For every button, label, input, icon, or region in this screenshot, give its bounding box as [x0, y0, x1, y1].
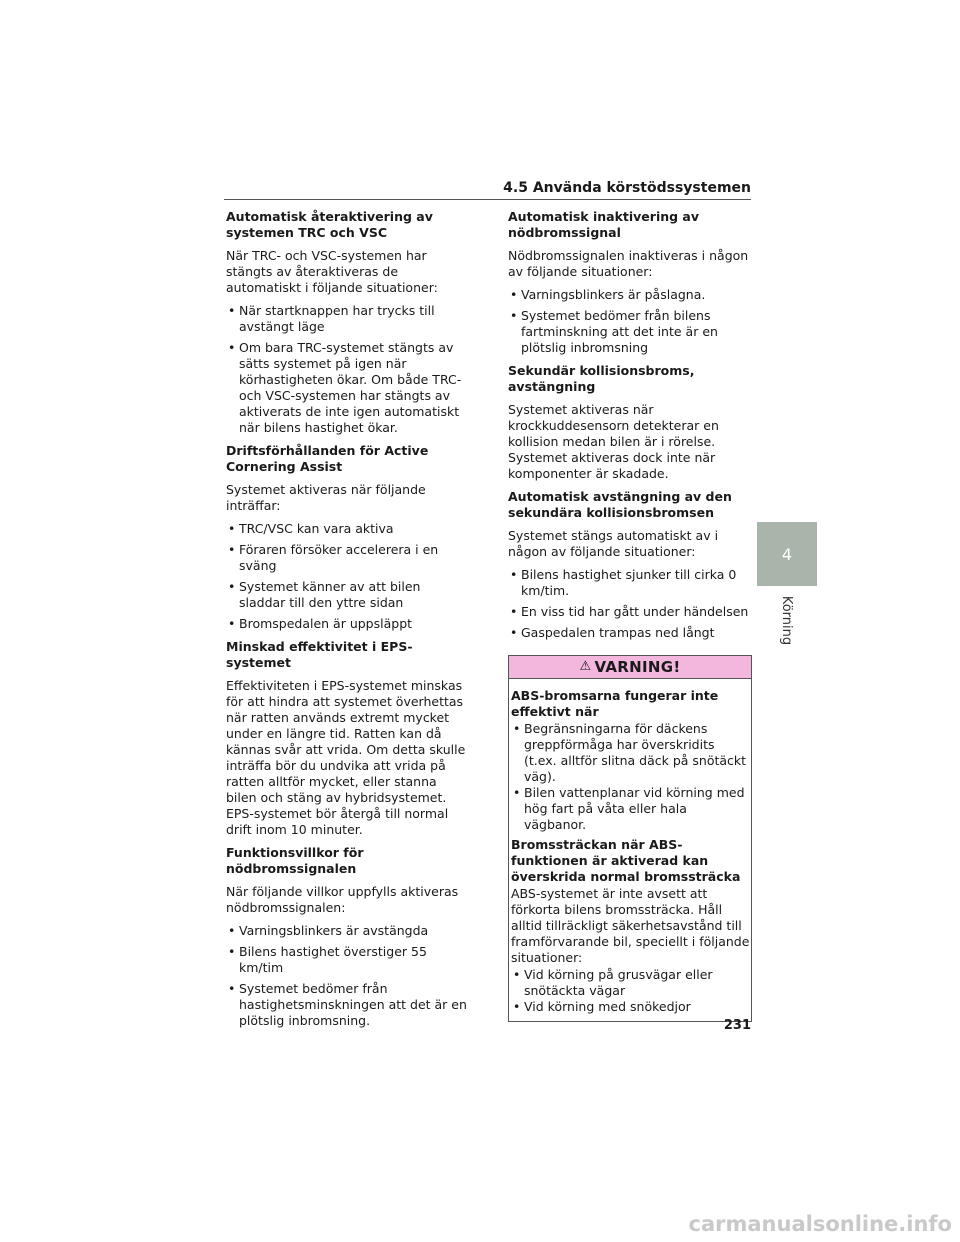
- chapter-label-text: Körning: [779, 595, 795, 645]
- heading-secondary-collision-brake: Sekundär kollisionsbroms, avstängning: [508, 363, 695, 394]
- bullet-list: [511, 967, 751, 1015]
- heading-emergency-brake-signal-conditions: Funktionsvillkor för nödbromssignalen: [226, 845, 364, 876]
- paragraph: Systemet stängs automatiskt av i någon av följande situationer:: [508, 528, 719, 559]
- list-item: • Om bara TRC-systemet stängts av sätts systemet på igen när körhastigheten ökar. Om både TRC- och VSC-systemen har stängts av aktiverats de inte igen automatiskt när bilens hastighet ökar.: [226, 340, 470, 436]
- bullet-list: [226, 923, 470, 1029]
- warning-box: [508, 655, 752, 1022]
- page-number: 231: [723, 1018, 751, 1033]
- paragraph: Systemet aktiveras när krockkuddesensorn detekterar en kollision medan bilen är i rörelse. Systemet aktiveras dock inte när komponenter är skadade.: [508, 402, 719, 481]
- warning-triangle-icon: ⚠: [579, 659, 592, 674]
- bullet-list: [226, 521, 470, 632]
- list-item: • Systemet känner av att bilen sladdar till den yttre sidan: [226, 579, 470, 611]
- list-item: • Begränsningarna för däckens greppförmåga har överskridits (t.ex. alltför slitna däck på snötäckt väg).: [511, 721, 751, 785]
- paragraph: Effektiviteten i EPS-systemet minskas för att hindra att systemet överhettas när ratten används extremt mycket under en längre tid. Ratten kan då kännas svår att vrida. Om detta skulle inträffa bör du undvika att vrida på ratten alltför mycket, eller stanna bilen och stäng av hybridsystemet. EPS-systemet bör återgå till normal drift inom 10 minuter.: [226, 678, 466, 837]
- list-item: • Bilens hastighet överstiger 55 km/tim: [226, 944, 470, 976]
- watermark: carmanualsonline.info: [688, 1212, 952, 1236]
- list-item: • TRC/VSC kan vara aktiva: [226, 521, 470, 537]
- chapter-label: [757, 590, 817, 650]
- paragraph: Systemet aktiveras när följande inträffar:: [226, 482, 426, 513]
- paragraph: ABS-systemet är inte avsett att förkorta bilens bromssträcka. Håll alltid tillräckligt säkerhetsavstånd till framförvarande bil, speciellt i följande situationer:: [511, 886, 750, 965]
- heading-trc-vsc-reactivation: Automatisk återaktivering av systemen TRC och VSC: [226, 209, 433, 240]
- list-item: • Varningsblinkers är påslagna.: [508, 287, 752, 303]
- warning-heading-abs: ABS-bromsarna fungerar inte effektivt när: [511, 688, 719, 719]
- list-item: • En viss tid har gått under händelsen: [508, 604, 752, 620]
- list-item: • Systemet bedömer från bilens fartminskning att det inte är en plötslig inbromsning: [508, 308, 752, 356]
- list-item: • Bromspedalen är uppsläppt: [226, 616, 470, 632]
- left-column: [226, 209, 470, 1036]
- bullet-list: [508, 567, 752, 641]
- list-item: • Vid körning på grusvägar eller snötäckta vägar: [511, 967, 751, 999]
- warning-body: [509, 679, 751, 1021]
- header-divider: [224, 199, 751, 200]
- paragraph: När följande villkor uppfylls aktiveras nödbromssignalen:: [226, 884, 459, 915]
- bullet-list: [226, 303, 470, 436]
- heading-secondary-brake-auto-off: Automatisk avstängning av den sekundära kollisionsbromsen: [508, 489, 732, 520]
- heading-active-cornering-assist: Driftsförhållanden för Active Cornering Assist: [226, 443, 429, 474]
- list-item: • Varningsblinkers är avstängda: [226, 923, 470, 939]
- warning-heading-braking-distance: Bromssträckan när ABS-funktionen är aktiverad kan överskrida normal bromssträcka: [511, 837, 741, 884]
- section-header: 4.5 Använda körstödssystemen: [503, 180, 751, 196]
- paragraph: Nödbromssignalen inaktiveras i någon av följande situationer:: [508, 248, 749, 279]
- right-column: [508, 209, 752, 1022]
- bullet-list: [508, 287, 752, 356]
- list-item: • Bilen vattenplanar vid körning med hög fart på våta eller hala vägbanor.: [511, 785, 751, 833]
- warning-title: VARNING!: [594, 658, 681, 676]
- heading-auto-deactivation: Automatisk inaktivering av nödbromssignal: [508, 209, 700, 240]
- list-item: • Gaspedalen trampas ned långt: [508, 625, 752, 641]
- list-item: • När startknappen har trycks till avstängt läge: [226, 303, 470, 335]
- bullet-list: [511, 721, 751, 833]
- list-item: • Vid körning med snökedjor: [511, 999, 751, 1015]
- list-item: • Bilens hastighet sjunker till cirka 0 km/tim.: [508, 567, 752, 599]
- warning-header: [509, 656, 751, 679]
- list-item: • Föraren försöker accelerera i en sväng: [226, 542, 470, 574]
- list-item: • Systemet bedömer från hastighetsminskningen att det är en plötslig inbromsning.: [226, 981, 470, 1029]
- chapter-tab: 4: [757, 522, 817, 586]
- paragraph: När TRC- och VSC-systemen har stängts av återaktiveras de automatiskt i följande situationer:: [226, 248, 438, 295]
- heading-eps-reduced-effectiveness: Minskad effektivitet i EPS-systemet: [226, 639, 413, 670]
